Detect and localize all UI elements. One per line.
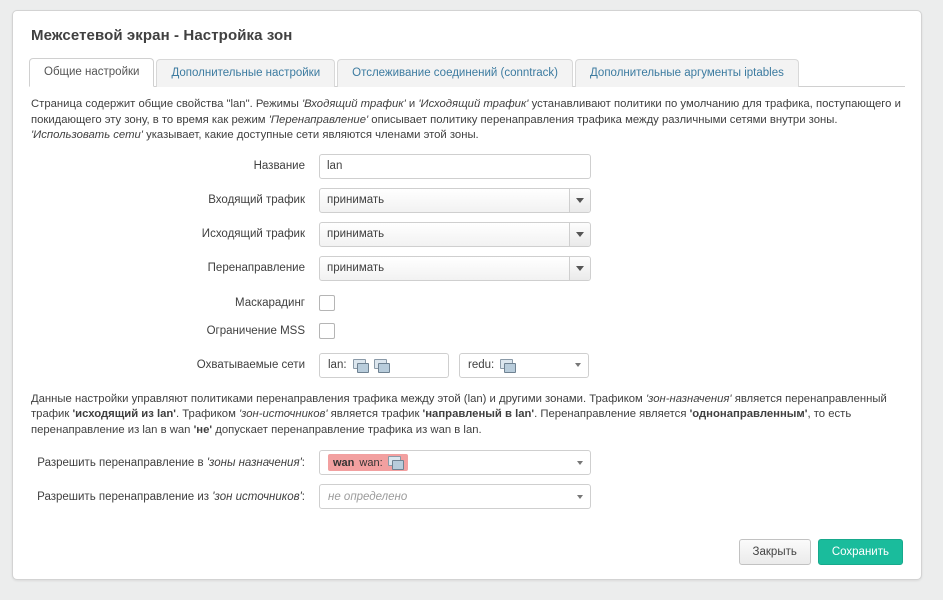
desc-em3: 'Перенаправление' [268,113,369,126]
row-masquerading [31,295,903,311]
save-button[interactable]: Сохранить [818,539,903,565]
network-redu-select[interactable] [459,353,589,378]
network-lan-box[interactable] [319,353,449,378]
input-policy-value: принимать [327,194,385,206]
label-dest-plain: Разрешить перенаправление в [37,456,207,469]
mid-em1: 'зон-назначения' [645,392,732,405]
src-zones-select[interactable] [319,484,591,509]
label-forward-policy: Перенаправление [207,262,305,274]
row-input-policy [31,188,903,213]
mid-part7: допускает перенаправление трафика из wan в lan. [212,423,482,436]
zone-chip-wan[interactable] [328,454,408,471]
interface-icon [353,359,368,372]
chevron-down-icon[interactable] [569,223,590,246]
forwarding-description [31,392,903,439]
desc-em4: 'Использовать сети' [31,129,143,141]
src-zones-value: не определено [328,490,408,503]
mss-clamping-checkbox[interactable] [319,323,335,339]
zone-chip-sub: wan: [359,456,383,469]
mid-b4: 'не' [193,423,213,436]
covered-networks-widget [319,353,589,378]
mid-part2: является перенаправленный трафик [31,392,887,420]
row-covered-networks [31,353,903,378]
label-masquerading: Маскарадинг [234,296,305,309]
tab-conntrack[interactable]: Отслеживание соединений (conntrack) [337,59,573,87]
row-forward-policy [31,256,903,281]
label-name: Название [253,160,305,172]
chevron-down-icon[interactable] [569,189,590,212]
interface-icon [388,456,403,469]
mid-part5: . Перенаправление является [534,408,690,420]
desc-part4: описывает политику перенаправления трафика между различными сетями внутри зоны. [368,113,838,126]
chevron-down-icon[interactable] [569,257,590,280]
dest-zones-select[interactable] [319,450,591,475]
desc-part2: и [405,98,419,110]
mid-b3: 'однонаправленным' [689,408,808,420]
desc-em2: 'Исходящий трафик' [418,98,529,110]
label-dest-em: 'зоны назначения' [206,456,302,469]
tab-bar [29,58,905,87]
network-lan-label: lan: [328,359,347,371]
row-dest-zones [31,450,903,475]
tab-content-general [13,87,921,509]
close-button[interactable]: Закрыть [739,539,811,565]
chevron-down-icon[interactable] [577,461,583,465]
label-src-plain: Разрешить перенаправление из [37,490,213,503]
mid-part3: . Трафиком [176,408,239,420]
tab-advanced[interactable]: Дополнительные настройки [156,59,335,87]
chevron-down-icon[interactable] [577,495,583,499]
forward-policy-select[interactable] [319,256,591,281]
firewall-zone-dialog [12,10,922,580]
desc-part5: указывает, какие доступные сети являются членами этой зоны. [142,129,479,141]
label-src-zones [31,491,319,503]
label-mss-clamping: Ограничение MSS [206,324,305,337]
mid-part1: Данные настройки управляют политиками перенаправления трафика между этой (lan) и другими зонами. Трафиком [31,392,646,405]
label-input-policy: Входящий трафик [208,194,305,206]
tab-general[interactable]: Общие настройки [29,58,154,87]
label-dest-colon: : [301,456,305,469]
output-policy-select[interactable] [319,222,591,247]
dialog-footer [739,539,903,565]
mid-b2: 'направленый в lan' [422,408,535,420]
input-policy-select[interactable] [319,188,591,213]
chevron-down-icon[interactable] [575,363,581,367]
row-name [31,154,903,179]
label-output-policy: Исходящий трафик [201,228,305,240]
label-covered-networks: Охватываемые сети [196,359,305,371]
label-src-em: 'зон источников' [212,490,302,503]
zone-name-input[interactable] [319,154,591,179]
mid-em2: 'зон-источников' [238,408,328,420]
zone-chip-name: wan [333,456,355,469]
desc-em1: 'Входящий трафик' [301,98,406,110]
row-output-policy [31,222,903,247]
network-redu-label: redu: [468,359,495,371]
masquerading-checkbox[interactable] [319,295,335,311]
interface-icon [374,359,389,372]
forward-policy-value: принимать [327,262,385,274]
row-src-zones [31,484,903,509]
mid-part6: , то есть перенаправление из lan в wan [31,408,852,436]
desc-part3: устанавливают политики по умолчанию для трафика, поступающего и покидающего эту зону, в то время как режим [31,98,901,126]
tab-iptables-args[interactable]: Дополнительные аргументы iptables [575,59,799,87]
label-dest-zones [31,457,319,469]
mid-part4: является трафик [327,408,423,420]
general-description [31,97,903,144]
page-title: Межсетевой экран - Настройка зон [31,27,293,44]
interface-icon [500,359,515,372]
desc-part1: Страница содержит общие свойства "lan". Режимы [31,98,302,110]
row-mss-clamping [31,323,903,339]
mid-b1: 'исходящий из lan' [72,408,176,420]
label-src-colon: : [301,490,305,503]
output-policy-value: принимать [327,228,385,240]
